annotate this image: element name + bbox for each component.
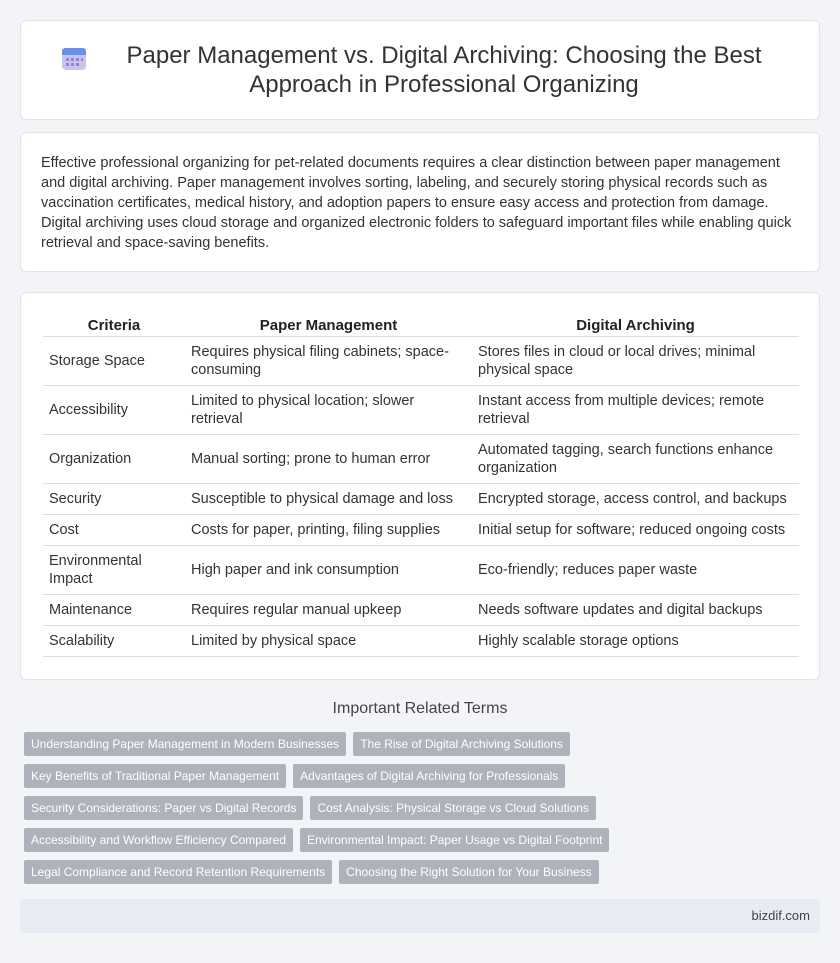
- related-term-link[interactable]: Understanding Paper Management in Modern Businesses: [24, 732, 346, 756]
- paper-cell: Limited by physical space: [185, 626, 472, 657]
- footer: [20, 899, 820, 933]
- criteria-cell: Accessibility: [43, 386, 185, 435]
- intro-paragraph: Effective professional organizing for pet-related documents requires a clear distinction between paper management and digital archiving. Paper management involves sorting, labeling, and securely storing physical records such as vaccination certificates, medical history, and adoption papers to ensure easy access and protection from damage. Digital archiving uses cloud storage and organized electronic folders to safeguard important files while enabling quick retrieval and space-saving benefits.: [41, 155, 792, 251]
- comparison-table: [43, 313, 799, 657]
- paper-cell: Requires physical filing cabinets; space-consuming: [185, 337, 472, 386]
- related-term-link[interactable]: Accessibility and Workflow Efficiency Compared: [24, 828, 293, 852]
- table-row: [43, 626, 799, 657]
- table-row: [43, 595, 799, 626]
- page-title: Paper Management vs. Digital Archiving: Choosing the Best Approach in Professional Organizing: [126, 42, 762, 98]
- table-row: [43, 484, 799, 515]
- digital-cell: Automated tagging, search functions enhance organization: [472, 435, 799, 484]
- related-term-link[interactable]: Environmental Impact: Paper Usage vs Digital Footprint: [300, 828, 609, 852]
- digital-cell: Initial setup for software; reduced ongoing costs: [472, 515, 799, 546]
- table-row: [43, 386, 799, 435]
- calendar-icon: [61, 45, 87, 71]
- site-name[interactable]: bizdif.com: [751, 908, 810, 923]
- digital-cell: Highly scalable storage options: [472, 626, 799, 657]
- related-term-link[interactable]: Security Considerations: Paper vs Digital Records: [24, 796, 303, 820]
- header-paper-management: Paper Management: [259, 317, 398, 334]
- header-digital-archiving: Digital Archiving: [576, 317, 695, 334]
- table-row: [43, 546, 799, 595]
- criteria-cell: Environmental Impact: [43, 546, 185, 595]
- related-term-link[interactable]: Advantages of Digital Archiving for Professionals: [293, 764, 565, 788]
- criteria-cell: Storage Space: [43, 337, 185, 386]
- table-row: [43, 337, 799, 386]
- digital-cell: Eco-friendly; reduces paper waste: [472, 546, 799, 595]
- tag-row: [24, 796, 824, 820]
- related-terms-heading: Important Related Terms: [332, 700, 508, 717]
- tag-row: [24, 860, 824, 884]
- paper-cell: Requires regular manual upkeep: [185, 595, 472, 626]
- related-term-link[interactable]: Cost Analysis: Physical Storage vs Cloud Solutions: [310, 796, 595, 820]
- table-row: [43, 435, 799, 484]
- related-term-link[interactable]: Legal Compliance and Record Retention Requirements: [24, 860, 332, 884]
- digital-cell: Stores files in cloud or local drives; minimal physical space: [472, 337, 799, 386]
- related-terms-list: [24, 732, 824, 892]
- table-row: [43, 515, 799, 546]
- comparison-table-card: [20, 292, 820, 680]
- criteria-cell: Security: [43, 484, 185, 515]
- digital-cell: Instant access from multiple devices; remote retrieval: [472, 386, 799, 435]
- header-criteria: Criteria: [87, 317, 141, 334]
- paper-cell: High paper and ink consumption: [185, 546, 472, 595]
- paper-cell: Limited to physical location; slower retrieval: [185, 386, 472, 435]
- paper-cell: Susceptible to physical damage and loss: [185, 484, 472, 515]
- tag-row: [24, 732, 824, 756]
- paper-cell: Costs for paper, printing, filing supplies: [185, 515, 472, 546]
- related-term-link[interactable]: The Rise of Digital Archiving Solutions: [353, 732, 570, 756]
- related-term-link[interactable]: Choosing the Right Solution for Your Business: [339, 860, 599, 884]
- digital-cell: Encrypted storage, access control, and backups: [472, 484, 799, 515]
- criteria-cell: Scalability: [43, 626, 185, 657]
- related-term-link[interactable]: Key Benefits of Traditional Paper Management: [24, 764, 286, 788]
- criteria-cell: Organization: [43, 435, 185, 484]
- criteria-cell: Cost: [43, 515, 185, 546]
- digital-cell: Needs software updates and digital backups: [472, 595, 799, 626]
- tag-row: [24, 764, 824, 788]
- criteria-cell: Maintenance: [43, 595, 185, 626]
- tag-row: [24, 828, 824, 852]
- intro-card: [20, 132, 820, 272]
- title-card: [20, 20, 820, 120]
- table-header-row: [43, 313, 799, 337]
- paper-cell: Manual sorting; prone to human error: [185, 435, 472, 484]
